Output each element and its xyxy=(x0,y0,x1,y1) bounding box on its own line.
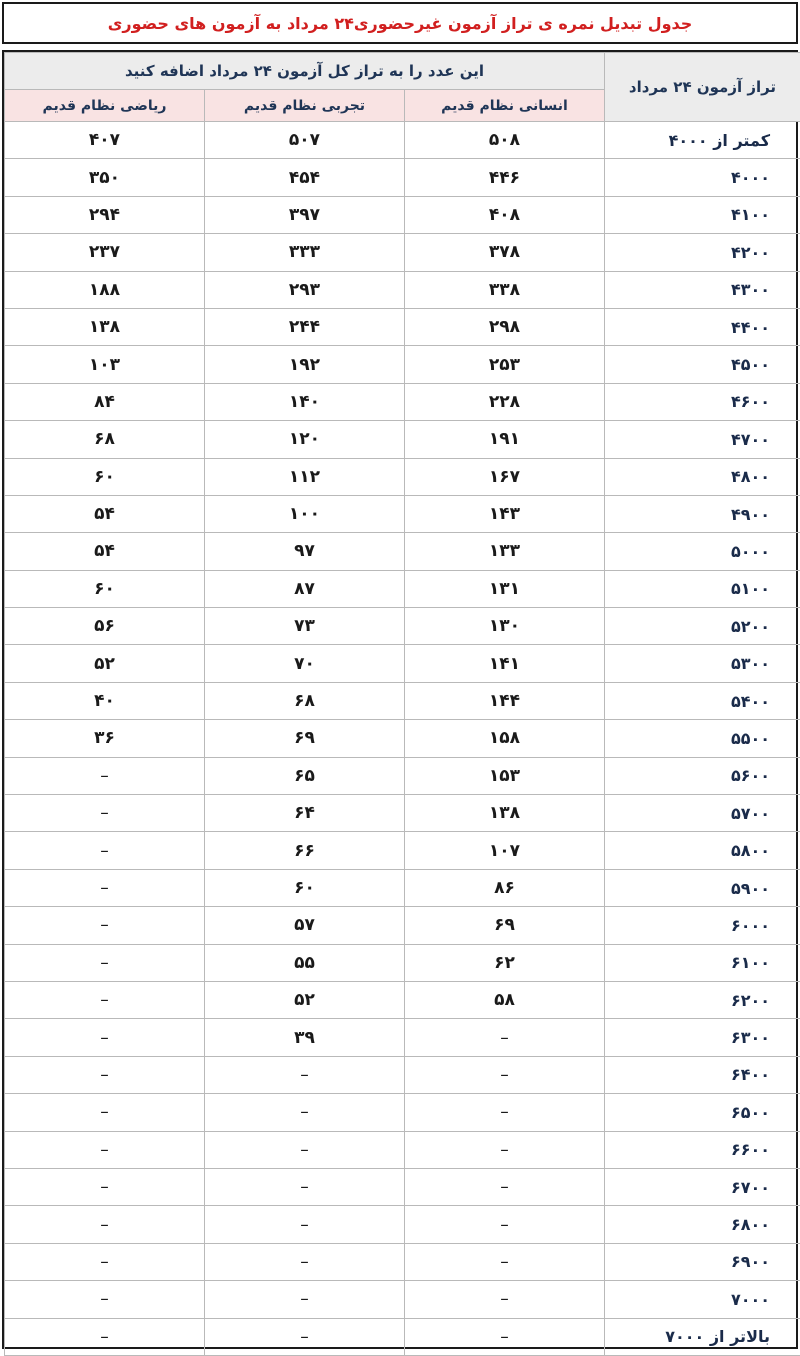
experimental-value-cell: ۲۹۳ xyxy=(205,271,405,308)
math-value-cell: ۵۴ xyxy=(5,495,205,532)
table-row xyxy=(5,196,800,233)
math-value-cell: – xyxy=(5,1131,205,1168)
math-value-cell: ۳۵۰ xyxy=(5,159,205,196)
table-row xyxy=(5,383,800,420)
math-value-cell: ۱۰۳ xyxy=(5,346,205,383)
experimental-value-cell: – xyxy=(205,1094,405,1131)
humanities-value-cell: ۱۹۱ xyxy=(405,421,605,458)
math-value-cell: – xyxy=(5,757,205,794)
experimental-value-cell: ۶۴ xyxy=(205,795,405,832)
table-row xyxy=(5,869,800,906)
math-value-cell: – xyxy=(5,869,205,906)
table-row xyxy=(5,981,800,1018)
experimental-value-cell: ۱۲۰ xyxy=(205,421,405,458)
humanities-value-cell: ۴۴۶ xyxy=(405,159,605,196)
table-row xyxy=(5,308,800,345)
experimental-value-cell: ۴۵۴ xyxy=(205,159,405,196)
experimental-value-cell: – xyxy=(205,1243,405,1280)
humanities-value-cell: – xyxy=(405,1318,605,1355)
experimental-value-cell: – xyxy=(205,1168,405,1205)
humanities-value-cell: ۳۷۸ xyxy=(405,234,605,271)
level-cell: ۵۸۰۰ xyxy=(605,832,800,869)
level-cell: ۴۳۰۰ xyxy=(605,271,800,308)
level-cell: بالاتر از ۷۰۰۰ xyxy=(605,1318,800,1355)
level-cell: ۴۴۰۰ xyxy=(605,308,800,345)
math-value-cell: – xyxy=(5,795,205,832)
table-row xyxy=(5,234,800,271)
header-group-instruction: این عدد را به تراز کل آزمون ۲۴ مرداد اضافه کنید xyxy=(5,53,605,90)
humanities-value-cell: – xyxy=(405,1094,605,1131)
table-row xyxy=(5,682,800,719)
humanities-value-cell: ۱۵۸ xyxy=(405,720,605,757)
experimental-value-cell: ۶۶ xyxy=(205,832,405,869)
level-cell: ۷۰۰۰ xyxy=(605,1281,800,1318)
experimental-value-cell: ۵۰۷ xyxy=(205,122,405,159)
table-row xyxy=(5,757,800,794)
math-value-cell: – xyxy=(5,1056,205,1093)
level-cell: ۵۲۰۰ xyxy=(605,608,800,645)
table-row xyxy=(5,159,800,196)
math-value-cell: ۱۳۸ xyxy=(5,308,205,345)
table-row xyxy=(5,1243,800,1280)
table-body xyxy=(5,122,800,1356)
math-value-cell: ۵۴ xyxy=(5,533,205,570)
humanities-value-cell: ۱۳۰ xyxy=(405,608,605,645)
humanities-value-cell: ۱۳۸ xyxy=(405,795,605,832)
level-cell: ۵۵۰۰ xyxy=(605,720,800,757)
level-cell: ۴۵۰۰ xyxy=(605,346,800,383)
table-row xyxy=(5,832,800,869)
conversion-table xyxy=(4,52,800,1356)
experimental-value-cell: ۳۹ xyxy=(205,1019,405,1056)
humanities-value-cell: ۳۳۸ xyxy=(405,271,605,308)
table-row xyxy=(5,570,800,607)
math-value-cell: ۳۶ xyxy=(5,720,205,757)
humanities-value-cell: – xyxy=(405,1056,605,1093)
experimental-value-cell: ۵۲ xyxy=(205,981,405,1018)
page-title: جدول تبدیل نمره ی تراز آزمون غیرحضوری۲۴ مرداد به آزمون های حضوری xyxy=(108,14,693,33)
experimental-value-cell: ۶۵ xyxy=(205,757,405,794)
header-math: ریاضی نظام قدیم xyxy=(5,90,205,122)
experimental-value-cell: – xyxy=(205,1281,405,1318)
title-bar xyxy=(2,2,798,44)
humanities-value-cell: – xyxy=(405,1019,605,1056)
table-row xyxy=(5,346,800,383)
table-row xyxy=(5,1094,800,1131)
math-value-cell: ۵۲ xyxy=(5,645,205,682)
experimental-value-cell: ۵۵ xyxy=(205,944,405,981)
math-value-cell: ۲۹۴ xyxy=(5,196,205,233)
experimental-value-cell: ۹۷ xyxy=(205,533,405,570)
level-cell: ۵۳۰۰ xyxy=(605,645,800,682)
level-cell: ۵۴۰۰ xyxy=(605,682,800,719)
humanities-value-cell: ۶۹ xyxy=(405,907,605,944)
table-row xyxy=(5,1318,800,1355)
table-row xyxy=(5,720,800,757)
level-cell: ۶۹۰۰ xyxy=(605,1243,800,1280)
math-value-cell: – xyxy=(5,944,205,981)
math-value-cell: – xyxy=(5,1019,205,1056)
math-value-cell: – xyxy=(5,1168,205,1205)
table-row xyxy=(5,907,800,944)
table-row xyxy=(5,944,800,981)
level-cell: ۴۲۰۰ xyxy=(605,234,800,271)
level-cell: ۴۷۰۰ xyxy=(605,421,800,458)
experimental-value-cell: – xyxy=(205,1206,405,1243)
humanities-value-cell: ۱۴۳ xyxy=(405,495,605,532)
table-row xyxy=(5,795,800,832)
table-row xyxy=(5,533,800,570)
humanities-value-cell: – xyxy=(405,1281,605,1318)
math-value-cell: – xyxy=(5,1318,205,1355)
experimental-value-cell: ۱۱۲ xyxy=(205,458,405,495)
table-row xyxy=(5,1281,800,1318)
humanities-value-cell: ۴۰۸ xyxy=(405,196,605,233)
math-value-cell: – xyxy=(5,1243,205,1280)
table-row xyxy=(5,421,800,458)
humanities-value-cell: ۸۶ xyxy=(405,869,605,906)
level-cell: ۵۱۰۰ xyxy=(605,570,800,607)
experimental-value-cell: ۶۹ xyxy=(205,720,405,757)
experimental-value-cell: ۵۷ xyxy=(205,907,405,944)
experimental-value-cell: ۷۰ xyxy=(205,645,405,682)
level-cell: کمتر از ۴۰۰۰ xyxy=(605,122,800,159)
table-row xyxy=(5,271,800,308)
math-value-cell: ۲۳۷ xyxy=(5,234,205,271)
math-value-cell: – xyxy=(5,907,205,944)
level-cell: ۶۱۰۰ xyxy=(605,944,800,981)
math-value-cell: – xyxy=(5,832,205,869)
experimental-value-cell: ۱۰۰ xyxy=(205,495,405,532)
level-cell: ۴۶۰۰ xyxy=(605,383,800,420)
math-value-cell: – xyxy=(5,1281,205,1318)
level-cell: ۵۷۰۰ xyxy=(605,795,800,832)
humanities-value-cell: – xyxy=(405,1243,605,1280)
humanities-value-cell: ۵۸ xyxy=(405,981,605,1018)
level-cell: ۶۰۰۰ xyxy=(605,907,800,944)
humanities-value-cell: ۱۶۷ xyxy=(405,458,605,495)
level-cell: ۴۱۰۰ xyxy=(605,196,800,233)
experimental-value-cell: – xyxy=(205,1318,405,1355)
math-value-cell: ۴۰۷ xyxy=(5,122,205,159)
experimental-value-cell: ۶۰ xyxy=(205,869,405,906)
experimental-value-cell: ۸۷ xyxy=(205,570,405,607)
level-cell: ۶۸۰۰ xyxy=(605,1206,800,1243)
level-cell: ۵۹۰۰ xyxy=(605,869,800,906)
experimental-value-cell: ۳۳۳ xyxy=(205,234,405,271)
experimental-value-cell: ۳۹۷ xyxy=(205,196,405,233)
humanities-value-cell: ۱۰۷ xyxy=(405,832,605,869)
humanities-value-cell: – xyxy=(405,1206,605,1243)
table-row xyxy=(5,608,800,645)
table-row xyxy=(5,645,800,682)
level-cell: ۶۴۰۰ xyxy=(605,1056,800,1093)
level-cell: ۵۶۰۰ xyxy=(605,757,800,794)
experimental-value-cell: ۱۴۰ xyxy=(205,383,405,420)
table-row xyxy=(5,1056,800,1093)
humanities-value-cell: ۱۳۳ xyxy=(405,533,605,570)
experimental-value-cell: ۷۳ xyxy=(205,608,405,645)
experimental-value-cell: ۶۸ xyxy=(205,682,405,719)
math-value-cell: – xyxy=(5,1094,205,1131)
table-row xyxy=(5,495,800,532)
table-row xyxy=(5,1019,800,1056)
table-row xyxy=(5,1131,800,1168)
table-row xyxy=(5,1206,800,1243)
header-level-column: تراز آزمون ۲۴ مرداد xyxy=(605,53,800,122)
humanities-value-cell: ۲۹۸ xyxy=(405,308,605,345)
math-value-cell: ۵۶ xyxy=(5,608,205,645)
table-row xyxy=(5,122,800,159)
level-cell: ۶۷۰۰ xyxy=(605,1168,800,1205)
experimental-value-cell: – xyxy=(205,1131,405,1168)
table-row xyxy=(5,1168,800,1205)
level-cell: ۴۹۰۰ xyxy=(605,495,800,532)
level-cell: ۴۸۰۰ xyxy=(605,458,800,495)
table-row xyxy=(5,458,800,495)
experimental-value-cell: ۱۹۲ xyxy=(205,346,405,383)
experimental-value-cell: ۲۴۴ xyxy=(205,308,405,345)
humanities-value-cell: ۱۳۱ xyxy=(405,570,605,607)
experimental-value-cell: – xyxy=(205,1056,405,1093)
level-cell: ۶۶۰۰ xyxy=(605,1131,800,1168)
header-humanities: انسانی نظام قدیم xyxy=(405,90,605,122)
humanities-value-cell: ۱۴۱ xyxy=(405,645,605,682)
math-value-cell: ۱۸۸ xyxy=(5,271,205,308)
level-cell: ۴۰۰۰ xyxy=(605,159,800,196)
level-cell: ۶۳۰۰ xyxy=(605,1019,800,1056)
humanities-value-cell: ۲۵۳ xyxy=(405,346,605,383)
humanities-value-cell: ۵۰۸ xyxy=(405,122,605,159)
math-value-cell: – xyxy=(5,981,205,1018)
math-value-cell: ۶۰ xyxy=(5,458,205,495)
level-cell: ۶۵۰۰ xyxy=(605,1094,800,1131)
humanities-value-cell: ۲۲۸ xyxy=(405,383,605,420)
math-value-cell: ۴۰ xyxy=(5,682,205,719)
level-cell: ۵۰۰۰ xyxy=(605,533,800,570)
math-value-cell: ۸۴ xyxy=(5,383,205,420)
math-value-cell: ۶۰ xyxy=(5,570,205,607)
math-value-cell: ۶۸ xyxy=(5,421,205,458)
math-value-cell: – xyxy=(5,1206,205,1243)
conversion-table-wrapper xyxy=(2,50,798,1349)
level-cell: ۶۲۰۰ xyxy=(605,981,800,1018)
header-experimental: تجربی نظام قدیم xyxy=(205,90,405,122)
humanities-value-cell: ۱۵۳ xyxy=(405,757,605,794)
humanities-value-cell: ۶۲ xyxy=(405,944,605,981)
humanities-value-cell: ۱۴۴ xyxy=(405,682,605,719)
humanities-value-cell: – xyxy=(405,1131,605,1168)
humanities-value-cell: – xyxy=(405,1168,605,1205)
